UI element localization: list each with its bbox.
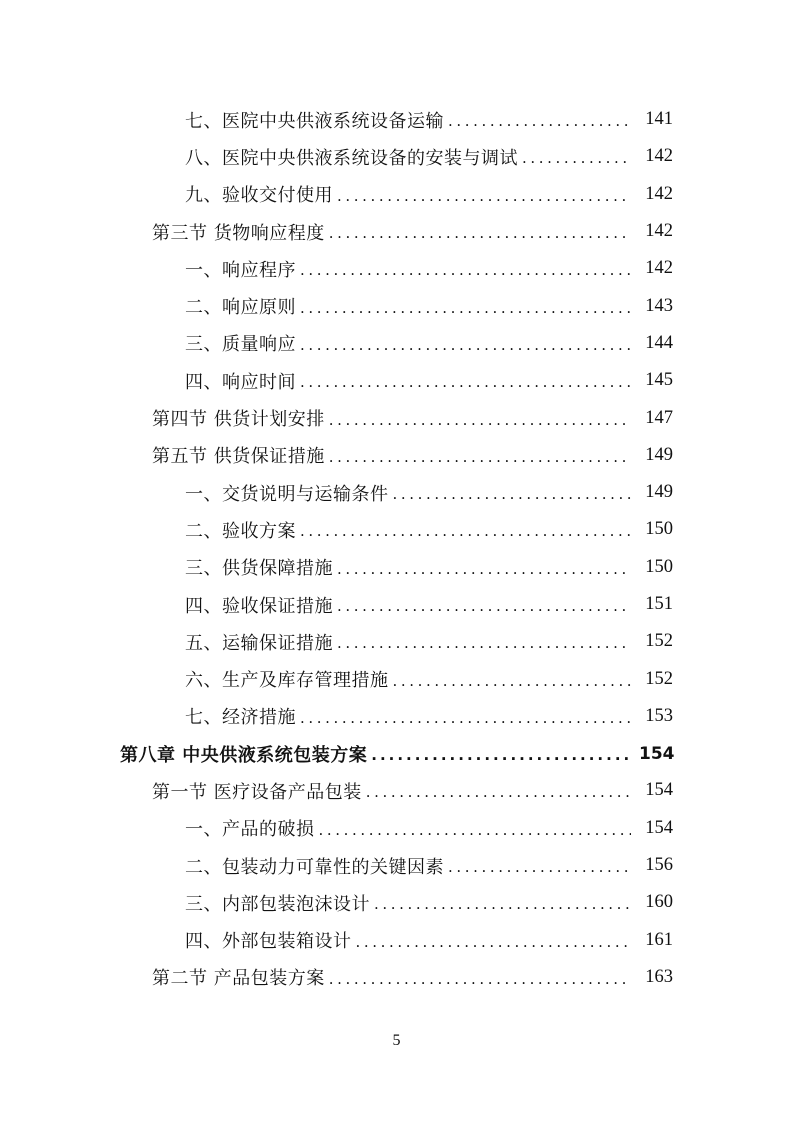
toc-entry[interactable] (0, 250, 793, 287)
toc-entry-title: 第二节 产品包装方案 (152, 968, 325, 990)
toc-entry-page: 161 (645, 929, 673, 950)
toc-dot-leader (300, 711, 631, 726)
toc-entry-page: 149 (645, 444, 673, 465)
table-of-contents (0, 101, 793, 996)
toc-entry-page: 160 (645, 892, 673, 913)
toc-entry[interactable] (0, 698, 793, 735)
toc-entry-title: 五、运输保证措施 (185, 632, 333, 654)
toc-dot-leader (393, 487, 632, 502)
toc-entry-page: 141 (645, 109, 673, 130)
toc-dot-leader (393, 674, 632, 689)
toc-entry-page: 154 (645, 817, 673, 838)
toc-entry-title: 第三节 货物响应程度 (152, 222, 325, 244)
toc-entry[interactable] (0, 362, 793, 399)
toc-dot-leader (448, 114, 631, 129)
toc-chapter-entry[interactable] (0, 735, 793, 772)
toc-dot-leader (300, 338, 631, 353)
toc-entry-title: 第一节 医疗设备产品包装 (152, 781, 362, 803)
page-number: 5 (392, 1032, 401, 1049)
toc-entry[interactable] (0, 176, 793, 213)
toc-entry[interactable] (0, 325, 793, 362)
toc-dot-leader (300, 375, 631, 390)
toc-section-entry[interactable] (0, 437, 793, 474)
toc-entry-page: 145 (645, 370, 673, 391)
toc-entry-page: 154 (645, 780, 673, 801)
toc-entry[interactable] (0, 511, 793, 548)
toc-entry-page: 142 (645, 258, 673, 279)
toc-dot-leader (356, 935, 632, 950)
toc-entry-page: 153 (645, 705, 673, 726)
toc-dot-leader (374, 897, 631, 912)
toc-entry[interactable] (0, 922, 793, 959)
toc-entry-page: 142 (645, 183, 673, 204)
toc-dot-leader (300, 301, 631, 316)
toc-section-entry[interactable] (0, 213, 793, 250)
toc-entry-page: 144 (645, 332, 673, 353)
toc-entry-title: 第八章 中央供液系统包装方案 (120, 744, 368, 766)
toc-entry-page: 142 (645, 221, 673, 242)
toc-entry-page: 163 (645, 966, 673, 987)
toc-entry[interactable] (0, 623, 793, 660)
toc-entry-title: 第五节 供货保证措施 (152, 446, 325, 468)
toc-entry-title: 九、验收交付使用 (185, 185, 333, 207)
toc-entry-title: 六、生产及库存管理措施 (185, 670, 389, 692)
toc-dot-leader (329, 972, 631, 987)
toc-section-entry[interactable] (0, 399, 793, 436)
toc-entry-title: 一、产品的破损 (185, 819, 315, 841)
toc-entry[interactable] (0, 660, 793, 697)
toc-dot-leader (329, 450, 631, 465)
toc-dot-leader (337, 636, 631, 651)
toc-dot-leader (319, 823, 632, 838)
toc-entry-title: 四、验收保证措施 (185, 595, 333, 617)
toc-entry[interactable] (0, 549, 793, 586)
toc-dot-leader (366, 785, 631, 800)
toc-dot-leader (337, 189, 631, 204)
toc-entry[interactable] (0, 101, 793, 138)
toc-entry-title: 四、响应时间 (185, 371, 296, 393)
toc-entry[interactable] (0, 884, 793, 921)
toc-dot-leader (329, 413, 631, 428)
toc-section-entry[interactable] (0, 959, 793, 996)
toc-dot-leader (300, 263, 631, 278)
toc-entry-page: 151 (645, 594, 673, 614)
toc-entry-page: 154 (639, 743, 675, 764)
toc-section-entry[interactable] (0, 772, 793, 809)
toc-entry-title: 八、医院中央供液系统设备的安装与调试 (185, 147, 518, 169)
toc-dot-leader (329, 226, 631, 241)
toc-entry-page: 142 (645, 146, 673, 167)
toc-entry[interactable] (0, 586, 793, 623)
toc-entry[interactable] (0, 474, 793, 511)
toc-dot-leader (337, 562, 631, 577)
toc-entry-title: 二、包装动力可靠性的关键因素 (185, 856, 444, 878)
toc-entry-title: 二、验收方案 (185, 520, 296, 542)
toc-entry-page: 152 (645, 631, 673, 652)
toc-entry[interactable] (0, 287, 793, 324)
toc-dot-leader (337, 599, 631, 614)
toc-entry-title: 二、响应原则 (185, 297, 296, 319)
toc-entry-page: 152 (645, 668, 673, 689)
toc-dot-leader (371, 748, 631, 763)
toc-entry-title: 一、交货说明与运输条件 (185, 483, 389, 505)
toc-entry-title: 三、质量响应 (185, 334, 296, 356)
toc-entry[interactable] (0, 138, 793, 175)
toc-entry[interactable] (0, 847, 793, 884)
toc-entry-title: 第四节 供货计划安排 (152, 409, 325, 431)
toc-entry-title: 三、内部包装泡沫设计 (185, 893, 370, 915)
toc-dot-leader (448, 860, 631, 875)
toc-dot-leader (300, 524, 631, 539)
toc-entry-page: 150 (645, 556, 673, 577)
toc-entry-page: 147 (645, 407, 673, 428)
toc-entry-title: 三、供货保障措施 (185, 558, 333, 580)
toc-entry-page: 143 (645, 295, 673, 316)
toc-entry[interactable] (0, 810, 793, 847)
toc-entry-title: 七、经济措施 (185, 707, 296, 729)
toc-entry-page: 150 (645, 519, 673, 540)
toc-entry-page: 156 (645, 855, 673, 876)
toc-entry-title: 一、响应程序 (185, 259, 296, 281)
toc-dot-leader (522, 151, 631, 166)
toc-entry-title: 四、外部包装箱设计 (185, 931, 352, 953)
toc-entry-title: 七、医院中央供液系统设备运输 (185, 110, 444, 132)
toc-entry-page: 149 (645, 482, 673, 503)
